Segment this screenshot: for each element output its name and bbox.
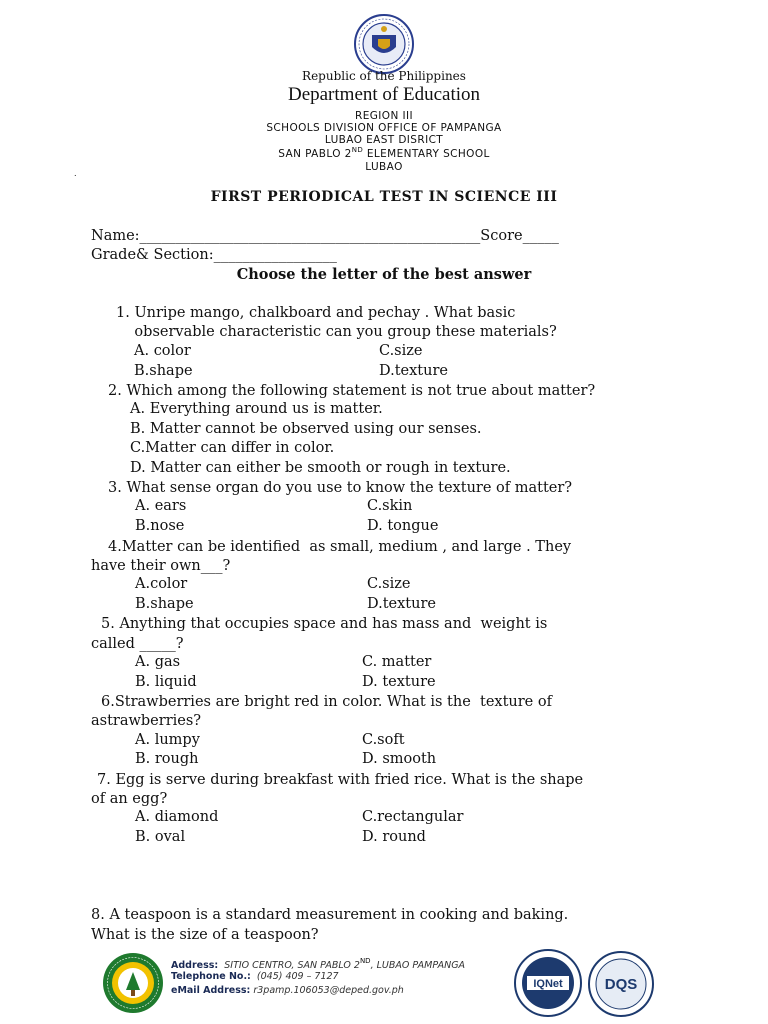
iqnet-mark-text: IQNet [533,978,563,990]
question-5-line-2: called _____? [91,636,184,652]
q1-option-a: A. color [134,343,191,359]
grade-section-field: Grade& Section:_________________ [91,247,337,263]
q7-option-c: C.rectangular [362,809,464,825]
region-text: REGION III [355,110,413,122]
test-title: FIRST PERIODICAL TEST IN SCIENCE III [210,189,558,205]
q4-option-b: B.shape [135,596,194,612]
q6-option-b: B. rough [135,751,199,767]
q5-option-d: D. texture [362,674,436,690]
republic-heading: Republic of the Philippines [302,69,466,83]
question-7-line-2: of an egg? [91,791,168,807]
stray-mark: . [74,169,77,178]
iqnet-certification-logo [513,948,583,1018]
question-4-line-1: 4.Matter can be identified as small, medium , and large . They [108,539,572,555]
footer-address: Address: SITIO CENTRO, SAN PABLO 2ND, LUBAO PAMPANGA [171,957,466,971]
question-3-line-1: 3. What sense organ do you use to know the texture of matter? [108,480,573,496]
district-text: LUBAO EAST DISRICT [324,134,444,146]
school-text: SAN PABLO 2ND ELEMENTARY SCHOOL [278,146,490,160]
q1-option-c: C.size [379,343,423,359]
question-8-line-2: What is the size of a teaspoon? [91,927,319,943]
q5-option-c: C. matter [362,654,432,670]
q2-option-d: D. Matter can either be smooth or rough in texture. [130,460,511,476]
q3-option-d: D. tongue [367,518,439,534]
q7-option-a: A. diamond [135,809,219,825]
q6-option-a: A. lumpy [135,732,200,748]
question-4-line-2: have their own___? [91,558,231,574]
department-heading: Department of Education [287,84,481,105]
school-logo [100,952,166,1014]
question-6-line-1: 6.Strawberries are bright red in color. What is the texture of [101,694,552,710]
deped-seal-logo [342,13,426,75]
footer-email: eMail Address: r3pamp.106053@deped.gov.ph [171,985,404,996]
town-text: LUBAO [365,161,403,173]
q6-option-d: D. smooth [362,751,437,767]
question-1-line-1: 1. Unripe mango, chalkboard and pechay . What basic [116,305,516,321]
footer-telephone: Telephone No.: (045) 409 – 7127 [171,971,339,982]
q5-option-b: B. liquid [135,674,197,690]
q1-option-d: D.texture [379,363,448,379]
question-1-line-2: observable characteristic can you group these materials? [116,324,557,340]
q5-option-a: A. gas [135,654,181,670]
question-8-line-1: 8. A teaspoon is a standard measurement in cooking and baking. [91,907,569,923]
q4-option-d: D.texture [367,596,436,612]
q6-option-c: C.soft [362,732,405,748]
q3-option-b: B.nose [135,518,185,534]
dqs-certification-logo [586,950,656,1018]
q3-option-a: A. ears [135,498,187,514]
q7-option-d: D. round [362,829,426,845]
question-5-line-1: 5. Anything that occupies space and has mass and weight is [101,616,548,632]
q4-option-c: C.size [367,576,411,592]
q3-option-c: C.skin [367,498,413,514]
q2-option-c: C.Matter can differ in color. [130,440,335,456]
q2-option-a: A. Everything around us is matter. [130,401,383,417]
division-text: SCHOOLS DIVISION OFFICE OF PAMPANGA [266,122,502,134]
q2-option-b: B. Matter cannot be observed using our senses. [130,421,482,437]
instruction-text: Choose the letter of the best answer [236,266,532,283]
q1-option-b: B.shape [134,363,193,379]
name-score-field: Name:_______________________________________________Score_____ [91,228,559,244]
q4-option-a: A.color [135,576,188,592]
question-2-line-1: 2. Which among the following statement is not true about matter? [108,383,596,399]
question-7-line-1: 7. Egg is serve during breakfast with fried rice. What is the shape [97,772,584,788]
question-6-line-2: astrawberries? [91,713,202,729]
svg-text:DQS: DQS [604,976,638,993]
q7-option-b: B. oval [135,829,186,845]
